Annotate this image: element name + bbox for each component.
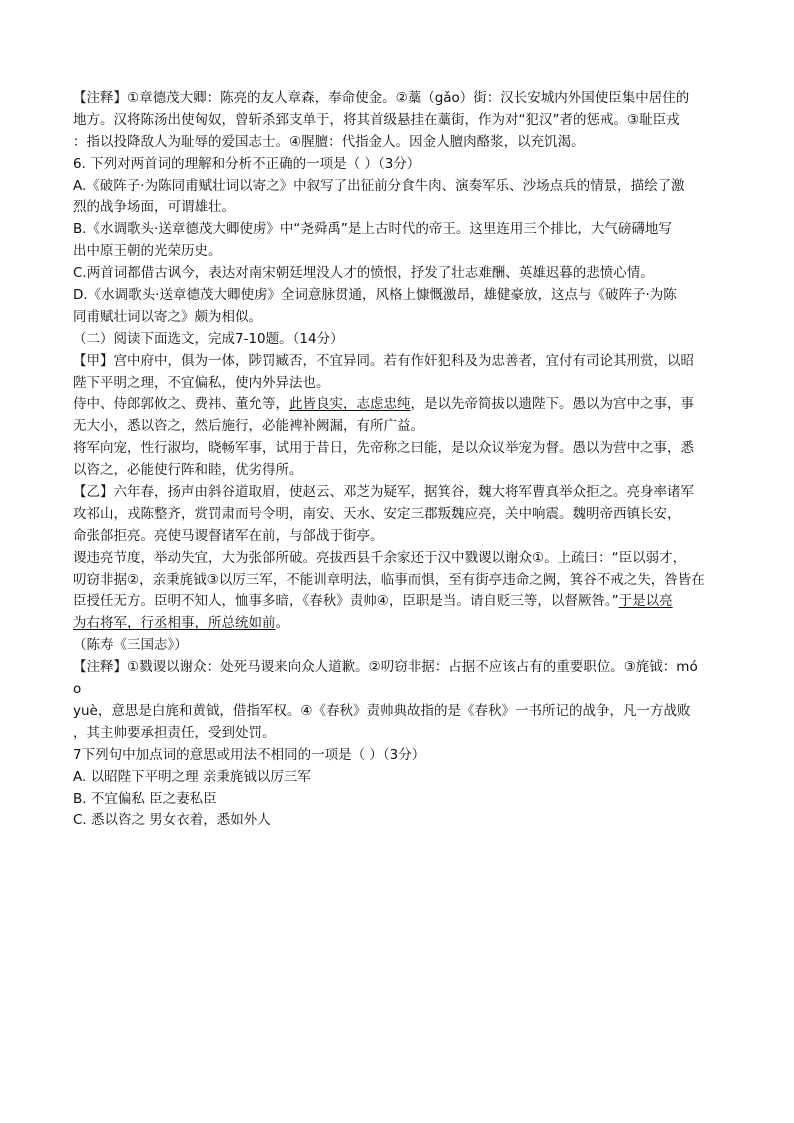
text-run: 侍中、侍郎郭攸之、费祎、董允等， — [73, 396, 289, 413]
passage-jia-line: 以咨之，必能使行阵和睦，优劣得所。 — [73, 462, 303, 479]
source-citation: （陈寿《三国志》） — [73, 637, 188, 654]
text-run: 。 — [275, 615, 289, 632]
passage-jia-line: 【甲】宫中府中，俱为一体，陟罚臧否，不宜异同。若有作奸犯科及为忠善者，宜付有司论其刑赏，以昭 — [73, 352, 694, 369]
option-a: A. 以昭陛下平明之理 亲秉旄钺以厉三军 — [73, 768, 311, 785]
option-c: C. 悉以咨之 男女衣着，悉如外人 — [73, 812, 271, 829]
option-a-cont: 烈的战争场面，可谓雄壮。 — [73, 199, 235, 216]
underlined-phrase: 此皆良实，志虑忠纯 — [289, 396, 411, 413]
annotation-line: ：指以投降敌人为耻辱的爱国志士。④腥膻：代指金人。因金人膻肉酪浆，以充饥渴。 — [73, 133, 585, 150]
passage-yi-line: 谡违亮节度，举动失宜，大为张郃所破。亮拔西县千余家还于汉中戮谡以谢众①。上疏曰：“臣以弱才， — [73, 549, 687, 566]
annotation-line: 地方。汉将陈汤出使匈奴，曾斩杀郅支单于，将其首级悬挂在藁街，作为对“犯汉”者的惩戒。③耻臣戎 — [73, 111, 680, 128]
option-b: B.《水调歌头·送章德茂大卿使虏》中“尧舜禹”是上古时代的帝王。这里连用三个排比，大气磅礴地写 — [73, 221, 672, 238]
option-a: A.《破阵子·为陈同甫赋壮词以寄之》中叙写了出征前分食牛肉、演奏军乐、沙场点兵的情景，描绘了激 — [73, 177, 685, 194]
annotation-line: ，其主帅要承担责任，受到处罚。 — [73, 724, 276, 741]
section-heading: （二）阅读下面选文，完成7-10题。（14分） — [73, 330, 344, 347]
passage-yi-line — [73, 613, 723, 635]
underlined-phrase: 为右将军，行丞相事，所总统如前 — [73, 615, 276, 632]
document-page — [73, 88, 723, 832]
text-run: 臣授任无方。臣明不知人，恤事多暗，《春秋》责帅④，臣职是当。请自贬三等，以督厥咎。” — [73, 593, 619, 610]
question-7-stem: 7下列句中加点词的意思或用法不相同的一项是（ ）（3分） — [73, 746, 426, 763]
text-run: ，是以先帝简拔以遗陛下。愚以为宫中之事，事 — [410, 396, 694, 413]
passage-yi-line: 攻祁山，戎陈整齐，赏罚肃而号令明，南安、天水、安定三郡叛魏应亮，关中响震。魏明帝西镇长安， — [73, 505, 681, 522]
option-d: D.《水调歌头·送章德茂大卿使虏》全词意脉贯通，风格上慷慨激昂，雄健豪放，这点与《破阵子·为陈 — [73, 287, 677, 304]
option-b: B. 不宜偏私 臣之妻私臣 — [73, 790, 217, 807]
question-6-stem: 6. 下列对两首词的理解和分析不正确的一项是（ ）（3分） — [73, 155, 421, 172]
option-b-cont: 出中原王朝的光荣历史。 — [73, 243, 222, 260]
underlined-phrase: 于是以亮 — [618, 593, 673, 610]
option-c: C.两首词都借古讽今，表达对南宋朝廷埋没人才的愤恨，抒发了壮志难酬、英雄迟暮的悲愤心情。 — [73, 265, 654, 282]
passage-yi-line: 【乙】六年春，扬声由斜谷道取眉，使赵云、邓芝为疑军，据箕谷，魏大将军曹真举众拒之。亮身率诸军 — [73, 484, 694, 501]
passage-jia-line: 将军向宠，性行淑均，晓畅军事，试用于昔日，先帝称之曰能，是以众议举宠为督。愚以为营中之事，悉 — [73, 440, 694, 457]
annotation-line: 【注释】①戮谡以谢众：处死马谡来向众人道歉。②叨窃非据：占据不应该占有的重要职位。③旄钺：mó — [73, 659, 698, 676]
annotation-line: o — [73, 681, 82, 698]
passage-yi-line: 命张郃拒亮。亮使马谡督诸军在前，与郃战于街亭。 — [73, 527, 384, 544]
passage-jia-line: 陛下平明之理，不宜偏私，使内外异法也。 — [73, 374, 330, 391]
passage-yi-line — [73, 591, 723, 613]
option-d-cont: 同甫赋壮词以寄之》颇为相似。 — [73, 308, 262, 325]
annotation-line: yuè，意思是白旄和黄钺，借指军权。④《春秋》责帅典故指的是《春秋》一书所记的战争，凡一方战败 — [73, 702, 691, 719]
passage-jia-line: 无大小，悉以咨之，然后施行，必能裨补阙漏，有所广益。 — [73, 418, 424, 435]
annotation-line: 【注释】①章德茂大卿：陈亮的友人章森，奉命使金。②藁（gǎo）街：汉长安城内外国使臣集中居住的 — [73, 90, 690, 106]
passage-jia-line — [73, 394, 723, 416]
passage-yi-line: 叨窃非据②，亲秉旄钺③以厉三军，不能训章明法，临事而惧，至有街亭违命之阙，箕谷不戒之失，咎皆在 — [73, 571, 705, 588]
